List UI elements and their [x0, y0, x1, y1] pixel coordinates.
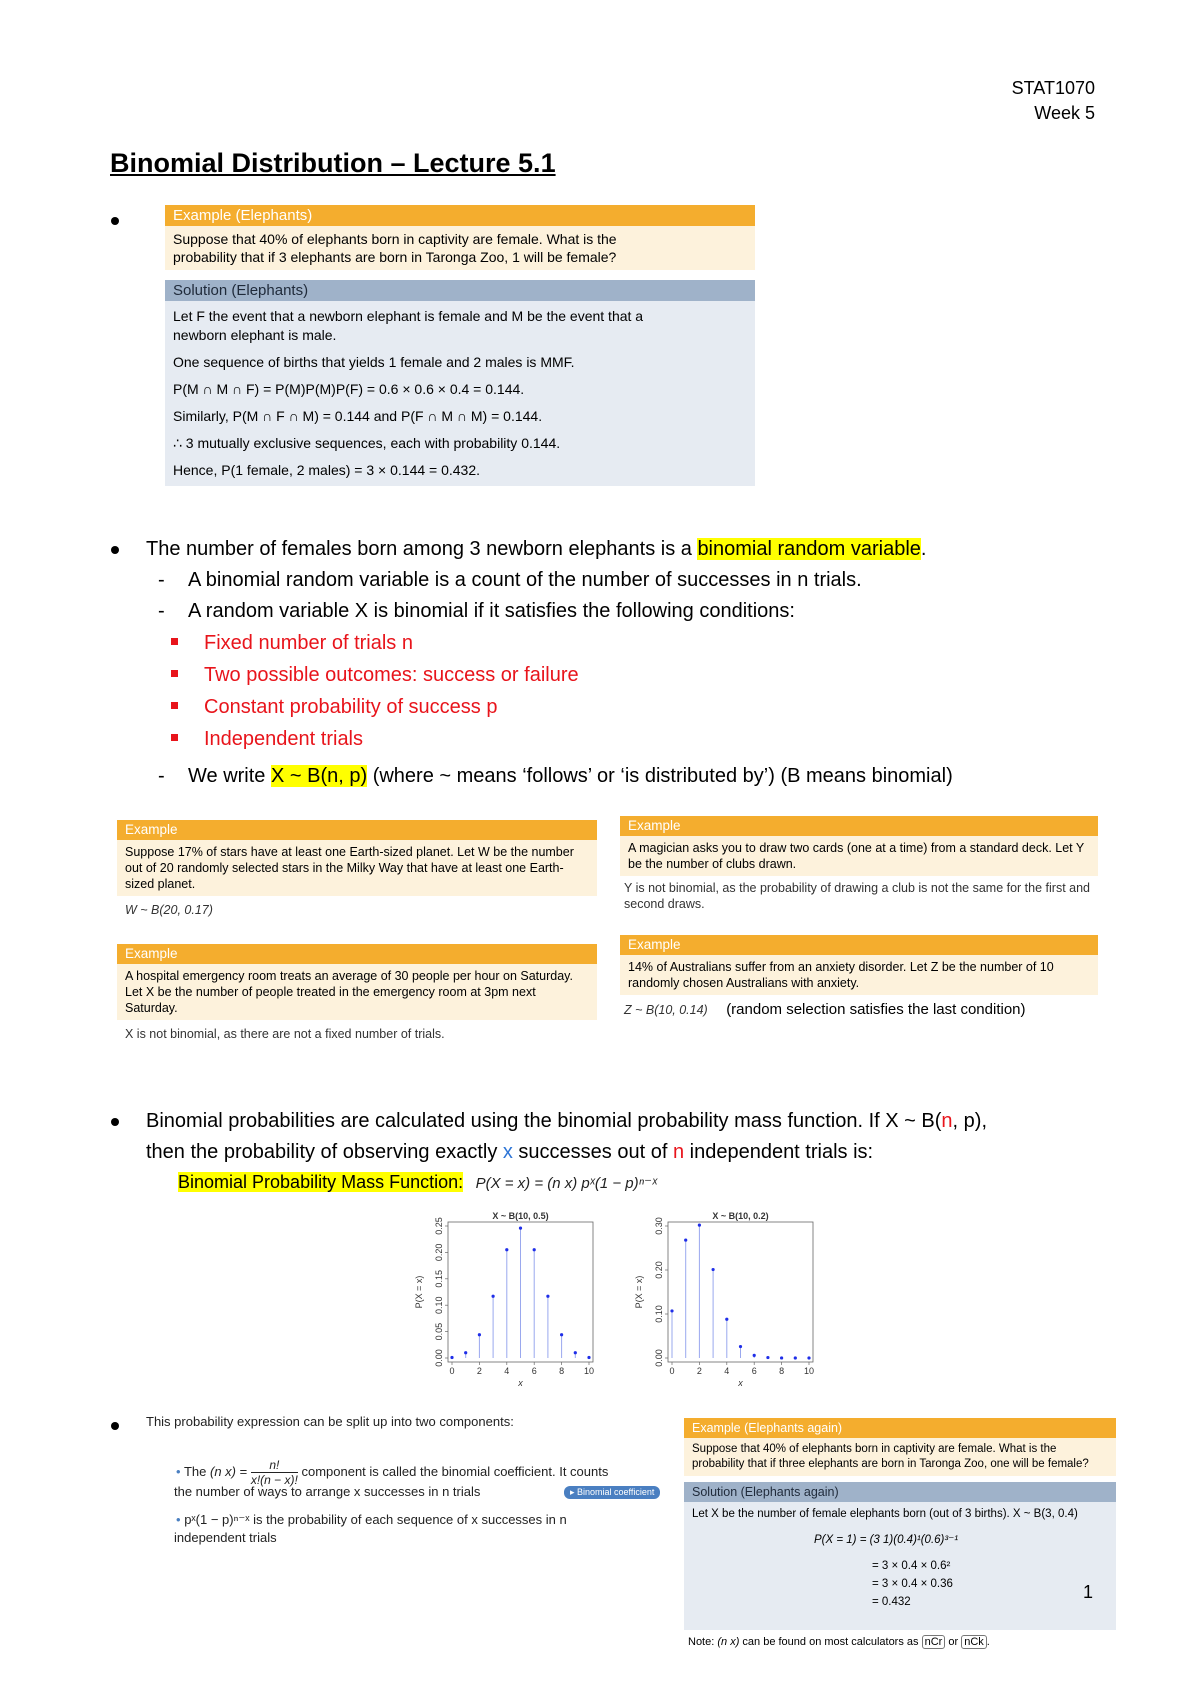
data-point — [478, 1333, 481, 1336]
solution-line: Let F the event that a newborn elephant is female and M be the event that a — [173, 308, 644, 324]
binom-symbol: (n x) — [209, 1463, 236, 1479]
solution-line: Hence, P(1 female, 2 males) = 3 × 0.144 = 0.432. — [173, 462, 481, 478]
data-point — [533, 1248, 536, 1251]
condition: Constant probability of success p — [204, 696, 498, 718]
calculator-note — [684, 1630, 1116, 1654]
x-tick-label: 8 — [559, 1366, 565, 1376]
text: (where ~ means ‘follows’ or ‘is distributed by’) (B means binomial) — [367, 765, 953, 787]
y-tick-label: 0.00 — [654, 1349, 664, 1367]
example-box-anxiety — [620, 935, 1098, 1025]
highlight-notation: X ~ B(n, p) — [270, 765, 368, 787]
chart-title: X ~ B(10, 0.2) — [712, 1211, 769, 1221]
elephants-again-box — [684, 1418, 1116, 1654]
x-tick-label: 0 — [449, 1366, 455, 1376]
text: pˣ(1 − p)ⁿ⁻ˣ is the probability of each sequence of x successes in n — [184, 1512, 567, 1527]
text: Note: — [688, 1636, 715, 1648]
y-tick-label: 0.30 — [654, 1217, 664, 1235]
example-answer: W ~ B(20, 0.17) — [125, 903, 213, 917]
text: component is called the binomial coefficient. It counts — [301, 1463, 609, 1479]
y-axis-label: P(X = x) — [414, 1275, 424, 1309]
example-answer-row — [620, 995, 1098, 1025]
solution-line: One sequence of births that yields 1 female and 2 males is MMF. — [173, 354, 575, 370]
data-point — [725, 1318, 728, 1321]
equation: = 3 × 0.4 × 0.6² — [872, 1560, 951, 1572]
binomial-rv-line — [146, 536, 926, 562]
y-tick-label: 0.00 — [434, 1349, 444, 1367]
data-point — [807, 1356, 810, 1359]
nck-key: nCk — [961, 1635, 987, 1649]
example-answer: X is not binomial, as there are not a fixed number of trials. — [125, 1027, 445, 1041]
x-tick-label: 10 — [583, 1366, 595, 1376]
page-title: Binomial Distribution – Lecture 5.1 — [110, 148, 556, 178]
example-heading: Example (Elephants) — [165, 205, 755, 226]
data-point — [574, 1351, 577, 1354]
pmf-label: Binomial Probability Mass Function: — [178, 1172, 464, 1192]
n-symbol: n — [941, 1110, 953, 1132]
pmf-formula: P(X = x) = (n x) pˣ(1 − p)ⁿ⁻ˣ — [475, 1175, 658, 1192]
data-point — [794, 1356, 797, 1359]
example-body — [165, 226, 755, 270]
solution-body — [165, 301, 755, 486]
y-tick-label: 0.25 — [434, 1217, 444, 1235]
text: We write — [188, 765, 271, 787]
pmf-line-2 — [146, 1139, 873, 1165]
components-intro: This probability expression can be split up into two components: — [146, 1414, 514, 1429]
text: . — [920, 538, 927, 560]
binomial-coefficient-link[interactable]: ▸ Binomial coefficient — [564, 1486, 660, 1499]
example-text: probability that if 3 elephants are born in Taronga Zoo, 1 will be female? — [173, 249, 617, 265]
x-tick-label: 2 — [476, 1366, 482, 1376]
text: then the probability of observing exactly — [146, 1141, 503, 1163]
data-point — [464, 1351, 467, 1354]
page-header — [1012, 76, 1095, 126]
elephant-example-box — [165, 205, 755, 486]
example-text: A hospital emergency room treats an average of 30 people per hour on Saturday. Let X be the number of people treated in the emergency room at 3pm next Saturday. — [117, 964, 597, 1020]
sub-point: A binomial random variable is a count of the number of successes in n trials. — [188, 569, 862, 591]
solution-heading: Solution (Elephants again) — [684, 1482, 1116, 1502]
week-label: Week 5 — [1034, 103, 1095, 123]
fraction-denominator: x!(n − x)! — [250, 1473, 298, 1487]
x-tick-label: 8 — [779, 1366, 785, 1376]
course-code: STAT1070 — [1011, 78, 1095, 98]
example-text: 14% of Australians suffer from an anxiety disorder. Let Z be the number of 10 randomly chosen Australians with anxiety. — [620, 955, 1098, 995]
list-bullet: • — [176, 1463, 181, 1479]
data-point — [492, 1295, 495, 1298]
notation-line — [188, 763, 953, 789]
data-point — [739, 1345, 742, 1348]
equation: P(X = 1) = (3 1)(0.4)¹(0.6)³⁻¹ — [814, 1534, 959, 1546]
text: = — [239, 1463, 248, 1479]
condition: Independent trials — [204, 728, 364, 750]
y-tick-label: 0.20 — [434, 1243, 444, 1262]
example-heading: Example (Elephants again) — [684, 1418, 1116, 1438]
ncr-key: nCr — [922, 1635, 946, 1649]
data-point — [780, 1356, 783, 1359]
data-point — [712, 1268, 715, 1271]
data-point — [587, 1356, 590, 1359]
text: The number of females born among 3 newborn elephants is a — [146, 538, 698, 560]
dash: - — [158, 600, 165, 622]
y-tick-label: 0.20 — [654, 1261, 664, 1279]
bullet — [111, 546, 119, 554]
data-point — [450, 1356, 453, 1359]
solution-line: Similarly, P(M ∩ F ∩ M) = 0.144 and P(F ∩ M ∩ M) = 0.144. — [173, 408, 543, 424]
solution-line: newborn elephant is male. — [173, 327, 337, 343]
sub-point: A random variable X is binomial if it satisfies the following conditions: — [188, 600, 795, 622]
equation: = 3 × 0.4 × 0.36 — [872, 1578, 953, 1590]
chart-title: X ~ B(10, 0.5) — [492, 1211, 549, 1221]
example-text: Suppose that 40% of elephants born in captivity are female. What is the — [692, 1443, 1057, 1455]
y-tick-label: 0.15 — [434, 1270, 444, 1288]
condition-bullet — [171, 638, 178, 645]
x-tick-label: 10 — [803, 1366, 815, 1376]
n-symbol: n — [672, 1141, 685, 1163]
data-point — [698, 1224, 701, 1227]
example-answer: Y is not binomial, as the probability of drawing a club is not the same for the first and second draws. — [624, 881, 1090, 911]
text: . — [986, 1636, 990, 1648]
x-axis-label: x — [518, 1378, 523, 1388]
example-body — [684, 1438, 1116, 1476]
pmf-formula-row — [178, 1172, 657, 1193]
text: successes out of — [512, 1141, 673, 1163]
bullet — [111, 217, 119, 225]
example-text: Suppose that 40% of elephants born in captivity are female. What is the — [173, 231, 617, 247]
data-point — [546, 1295, 549, 1298]
y-tick-label: 0.10 — [434, 1296, 444, 1314]
data-point — [560, 1333, 563, 1336]
solution-body — [684, 1502, 1116, 1630]
x-tick-label: 6 — [531, 1366, 537, 1376]
x-tick-label: 0 — [669, 1366, 675, 1376]
solution-line: ∴ 3 mutually exclusive sequences, each with probability 0.144. — [173, 435, 561, 451]
y-tick-label: 0.10 — [654, 1305, 664, 1323]
text: can be found on most calculators as — [742, 1636, 919, 1648]
list-bullet: • — [176, 1512, 181, 1527]
x-axis-label: x — [738, 1378, 743, 1388]
example-heading: Example — [620, 816, 1098, 836]
condition: Two possible outcomes: success or failure — [204, 664, 579, 686]
sequence-line — [176, 1512, 567, 1528]
solution-heading: Solution (Elephants) — [165, 280, 755, 301]
text: or — [948, 1636, 959, 1648]
example-box-hospital — [117, 944, 597, 1048]
fraction — [251, 1458, 298, 1487]
fraction-numerator: n! — [251, 1458, 298, 1473]
chart-binomial-10-02 — [630, 1208, 830, 1398]
x-tick-label: 2 — [696, 1366, 702, 1376]
text: independent trials is: — [684, 1141, 874, 1163]
data-point — [753, 1354, 756, 1357]
solution-line: P(M ∩ M ∩ F) = P(M)P(M)P(F) = 0.6 × 0.6 × 0.4 = 0.144. — [173, 381, 525, 397]
text: Binomial probabilities are calculated using the binomial probability mass function. If X ~ B( — [146, 1110, 942, 1132]
example-box-cards — [620, 816, 1098, 916]
example-text: A magician asks you to draw two cards (one at a time) from a standard deck. Let Y be the number of clubs drawn. — [620, 836, 1098, 876]
example-heading: Example — [117, 820, 597, 840]
dash: - — [158, 569, 165, 591]
coefficient-line-2: the number of ways to arrange x successes in n trials — [174, 1484, 481, 1499]
dash: - — [158, 765, 165, 787]
solution-line: Let X be the number of female elephants born (out of 3 births). X ~ B(3, 0.4) — [692, 1508, 1078, 1520]
condition-bullet — [171, 702, 178, 709]
text: The — [183, 1463, 207, 1479]
data-point — [766, 1356, 769, 1359]
example-heading: Example — [620, 935, 1098, 955]
text: , p), — [952, 1110, 987, 1132]
data-point — [505, 1248, 508, 1251]
data-point — [519, 1227, 522, 1230]
x-tick-label: 6 — [751, 1366, 757, 1376]
data-point — [684, 1238, 687, 1241]
data-point — [670, 1309, 673, 1312]
condition-bullet — [171, 670, 178, 677]
page-number: 1 — [1083, 1582, 1094, 1602]
condition-bullet — [171, 734, 178, 741]
y-tick-label: 0.05 — [434, 1322, 444, 1341]
binom-symbol: (n x) — [717, 1636, 740, 1648]
x-tick-label: 4 — [724, 1366, 730, 1376]
highlight-term: binomial random variable — [697, 538, 921, 560]
plot-frame — [668, 1222, 813, 1362]
sequence-line-2: independent trials — [174, 1530, 277, 1545]
y-axis-label: P(X = x) — [634, 1275, 644, 1309]
bullet — [111, 1118, 119, 1126]
condition: Fixed number of trials n — [204, 632, 413, 654]
example-heading: Example — [117, 944, 597, 964]
x-tick-label: 4 — [504, 1366, 510, 1376]
chart-binomial-10-05 — [410, 1208, 610, 1398]
coefficient-line — [176, 1458, 608, 1487]
example-text: probability that if three elephants are born in Taronga Zoo, one will be female? — [692, 1458, 1089, 1470]
equation: = 0.432 — [872, 1596, 911, 1608]
pmf-line-1 — [146, 1108, 987, 1134]
bullet — [111, 1422, 119, 1430]
example-note: (random selection satisfies the last condition) — [726, 1001, 1026, 1018]
x-symbol: x — [502, 1141, 513, 1163]
example-text: Suppose 17% of stars have at least one Earth-sized planet. Let W be the number out of 20 randomly selected stars in the Milky Way that have at least one Earth-sized planet. — [117, 840, 597, 896]
example-answer: Z ~ B(10, 0.14) — [624, 1003, 708, 1017]
example-box-stars — [117, 820, 597, 924]
